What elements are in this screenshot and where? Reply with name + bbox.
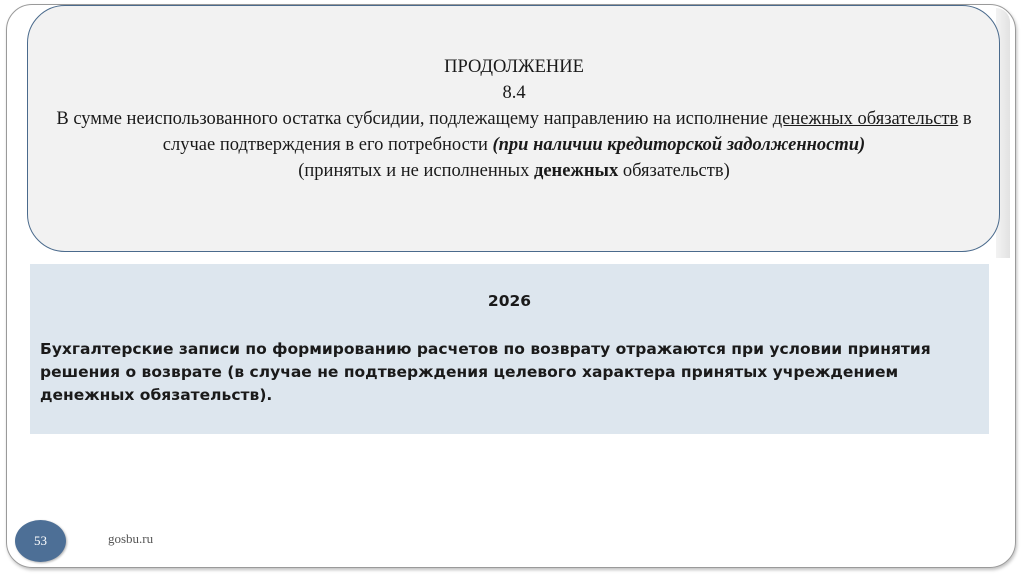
footer-site: gosbu.ru	[108, 531, 154, 546]
header-para-part1: В сумме неиспользованного остатка субсидии, подлежащему направлению на исполнение	[56, 109, 773, 129]
header-note-part1: (принятых и не исполненных	[298, 161, 534, 181]
header-text	[40, 54, 988, 184]
header-para-bold-italic: (при наличии кредиторской задолженности)	[492, 135, 866, 155]
header-title: ПРОДОЛЖЕНИЕ	[444, 57, 584, 77]
content-text: Бухгалтерские записи по формированию расчетов по возврату отражаются при условии принятия решения о возврате (в случае не подтверждения целевого характера принятых учреждением денежных обязательств).	[40, 340, 931, 404]
header-note	[40, 158, 988, 184]
header-paragraph	[40, 106, 988, 158]
page-number-badge	[15, 520, 66, 562]
content-box	[30, 264, 989, 434]
page-number: 53	[34, 533, 47, 548]
header-note-bold: денежных	[533, 161, 619, 181]
header-para-underlined: денежных обязательств	[772, 109, 959, 129]
content-year: 2026	[487, 292, 532, 310]
header-section-number: 8.4	[502, 83, 526, 103]
header-para-part2: в случае подтверждения в его потребности	[162, 109, 972, 155]
header-note-part2: обязательств)	[618, 161, 730, 181]
